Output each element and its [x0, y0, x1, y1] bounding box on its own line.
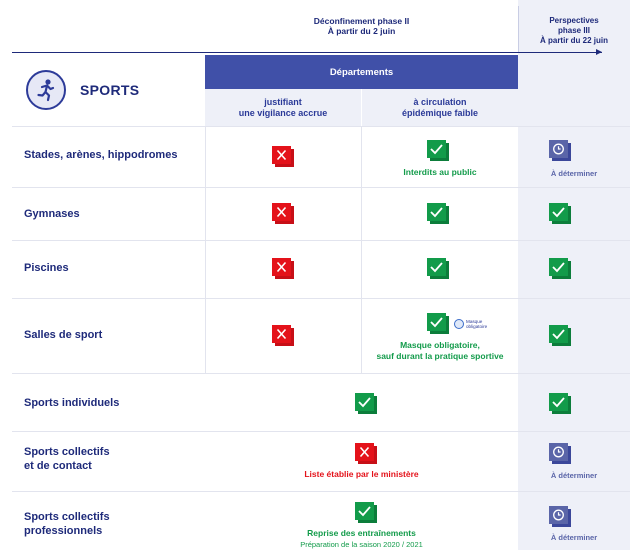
- row-divider: [12, 126, 630, 127]
- row-divider: [12, 373, 630, 374]
- check-icon: [355, 393, 377, 414]
- stades-phase3-note: À déterminer: [550, 169, 598, 178]
- runner-icon: [26, 70, 66, 110]
- timeline-arrow-icon: [596, 49, 602, 55]
- sports-title: SPORTS: [80, 82, 140, 98]
- departements-header: Départements: [205, 55, 518, 89]
- row-divider: [12, 240, 630, 241]
- phase3-column-background: [518, 0, 630, 550]
- check-icon: [549, 258, 571, 279]
- label-line2: et de contact: [24, 460, 92, 472]
- label-line1: Sports collectifs: [24, 511, 110, 523]
- contact-sports-note: Liste établie par le ministère: [304, 469, 419, 479]
- pro-sports-note: [205, 528, 518, 550]
- phase3-date: À partir du 22 juin: [539, 36, 608, 45]
- column-divider: [205, 126, 206, 373]
- check-icon: [549, 325, 571, 346]
- check-icon: [427, 140, 449, 161]
- note-line1: Reprise des entraînements: [307, 528, 416, 538]
- row-label-salles-de-sport: Salles de sport: [24, 329, 103, 341]
- mask-badge-line2: obligatoire: [466, 324, 488, 329]
- label-line1: Sports collectifs: [24, 446, 110, 458]
- contact-phase3-note: À déterminer: [550, 471, 598, 480]
- row-divider: [12, 298, 630, 299]
- clock-icon: [549, 443, 571, 464]
- phase2-title: Déconfinement phase II: [313, 16, 410, 26]
- phase2-date: À partir du 2 juin: [327, 26, 396, 36]
- phase3-header: [518, 16, 630, 46]
- check-icon: [549, 203, 571, 224]
- row-divider: [12, 491, 630, 492]
- cross-icon: [272, 258, 294, 279]
- mask-badge-text: [466, 319, 487, 329]
- vigilance-column-header: [205, 89, 361, 126]
- note-line1: Masque obligatoire,: [400, 340, 480, 350]
- timeline-line: [12, 52, 602, 53]
- check-icon: [549, 393, 571, 414]
- mask-badge-line1: Masque: [466, 319, 483, 324]
- cross-icon: [272, 325, 294, 346]
- salles-circulation-note: [362, 340, 518, 362]
- check-icon: [355, 502, 377, 523]
- row-divider: [12, 431, 630, 432]
- phase3-title-line1: Perspectives: [549, 16, 599, 25]
- row-label-sports-collectifs-pro: [24, 510, 110, 538]
- circulation-column-header: [362, 89, 518, 126]
- row-label-sports-individuels: Sports individuels: [24, 397, 120, 409]
- cross-icon: [355, 443, 377, 464]
- check-icon: [427, 313, 449, 334]
- circulation-line1: à circulation: [413, 96, 467, 107]
- cross-icon: [272, 203, 294, 224]
- sports-heading: [26, 67, 139, 113]
- check-icon: [427, 258, 449, 279]
- note-line2: Préparation de la saison 2020 / 2021: [300, 540, 423, 549]
- note-line2: sauf durant la pratique sportive: [376, 351, 504, 361]
- phase2-header: [205, 16, 518, 36]
- clock-icon: [549, 506, 571, 527]
- row-divider: [12, 187, 630, 188]
- clock-icon: [549, 140, 571, 161]
- vigilance-line2: une vigilance accrue: [238, 107, 328, 118]
- row-label-stades: Stades, arènes, hippodromes: [24, 149, 178, 161]
- stades-circulation-note: Interdits au public: [403, 167, 477, 177]
- mask-badge: [454, 317, 498, 331]
- row-label-sports-collectifs-contact: [24, 445, 110, 473]
- circulation-line2: épidémique faible: [401, 107, 479, 118]
- pro-phase3-note: À déterminer: [550, 533, 598, 542]
- column-divider: [361, 126, 362, 373]
- mask-icon: [454, 319, 464, 329]
- row-label-piscines: Piscines: [24, 262, 69, 274]
- phase3-title-line2: phase III: [557, 26, 590, 35]
- label-line2: professionnels: [24, 525, 103, 537]
- vigilance-line1: justifiant: [264, 96, 302, 107]
- check-icon: [427, 203, 449, 224]
- row-label-gymnases: Gymnases: [24, 208, 80, 220]
- cross-icon: [272, 146, 294, 167]
